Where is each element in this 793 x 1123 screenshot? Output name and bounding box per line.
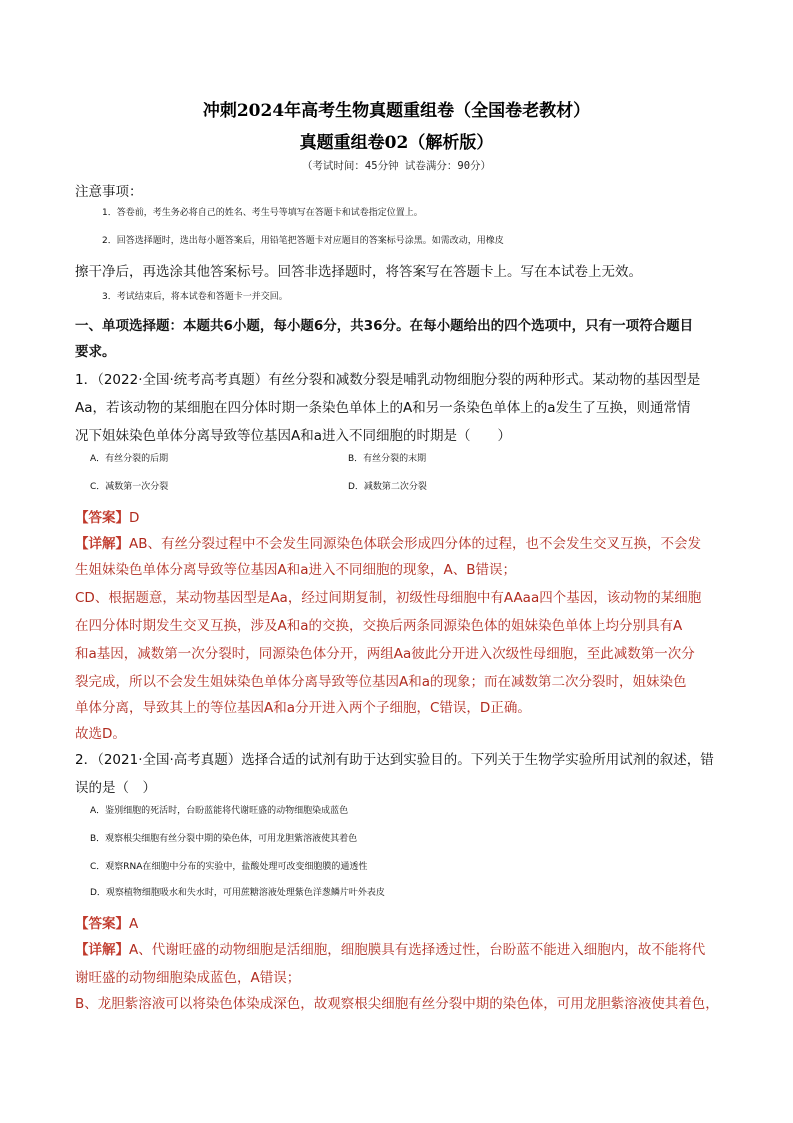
notes-item-3: 3．考试结束后，将本试卷和答题卡一并交回。 — [102, 292, 288, 302]
q1-detail-text-1: AB、有丝分裂过程中不会发生同源染色体联会形成四分体的过程，也不会发生交叉互换，不会发 — [129, 536, 701, 552]
q1-detail-line-6: 裂完成，所以不会发生姐妹染色单体分离导致等位基因A和a的现象；而在减数第二次分裂时，姐妹染色 — [75, 674, 687, 690]
notes-item-2-line-1: 2．回答选择题时，选出每小题答案后，用铅笔把答题卡对应题目的答案标号涂黑。如需改动，用橡皮 — [102, 236, 504, 246]
q1-answer-tag: 【答案】 — [75, 510, 129, 526]
section-heading-line-2: 要求。 — [75, 344, 116, 360]
q1-detail-line-4: 在四分体时期发生交叉互换，涉及A和a的交换，交换后两条同源染色体的姐妹染色单体上均分别具有A — [75, 618, 683, 634]
document-subtitle: 真题重组卷02（解析版） — [299, 133, 494, 153]
q2-detail-text-1: A、代谢旺盛的动物细胞是活细胞，细胞膜具有选择透过性，台盼蓝不能进入细胞内，故不能将代 — [129, 942, 706, 958]
notes-item-2-line-2: 擦干净后，再选涂其他答案标号。回答非选择题时，将答案写在答题卡上。写在本试卷上无效。 — [75, 264, 642, 280]
q1-detail-line-1 — [75, 536, 725, 552]
q1-stem-line-2: Aa，若该动物的某细胞在四分体时期一条染色单体上的A和另一条染色单体上的a发生了互换，则通常情 — [75, 400, 691, 416]
document-title: 冲刺2024年高考生物真题重组卷（全国卷老教材） — [202, 101, 591, 121]
q2-stem-line-2: 误的是（ ） — [75, 780, 156, 796]
q1-answer — [75, 510, 725, 526]
q1-option-c: C．减数第一次分裂 — [90, 482, 169, 492]
q2-detail-tag: 【详解】 — [75, 942, 129, 958]
q2-option-d: D．观察植物细胞吸水和失水时，可用蔗糖溶液处理紫色洋葱鳞片叶外表皮 — [90, 888, 385, 898]
q1-stem-line-1: 1．（2022·全国·统考高考真题）有丝分裂和减数分裂是哺乳动物细胞分裂的两种形式。某动物的基因型是 — [75, 372, 701, 388]
q2-option-c: C．观察RNA在细胞中分布的实验中，盐酸处理可改变细胞膜的通透性 — [90, 862, 368, 872]
notes-heading: 注意事项： — [75, 184, 143, 200]
q2-answer-value: A — [129, 916, 139, 932]
q2-answer — [75, 916, 725, 932]
q2-detail-line-3: B、龙胆紫溶液可以将染色体染成深色，故观察根尖细胞有丝分裂中期的染色体，可用龙胆紫溶液使其着色， — [75, 996, 719, 1012]
q1-stem-line-3: 况下姐妹染色单体分离导致等位基因A和a进入不同细胞的时期是（ ） — [75, 428, 512, 444]
exam-info: （考试时间：45分钟 试卷满分：90分） — [301, 160, 492, 172]
q1-detail-line-2: 生姐妹染色单体分离导致等位基因A和a进入不同细胞的现象，A、B错误； — [75, 562, 517, 578]
q2-stem-line-1: 2．（2021·全国·高考真题）选择合适的试剂有助于达到实验目的。下列关于生物学实验所用试剂的叙述，错 — [75, 752, 714, 768]
q2-answer-tag: 【答案】 — [75, 916, 129, 932]
q2-option-a: A．鉴别细胞的死活时，台盼蓝能将代谢旺盛的动物细胞染成蓝色 — [90, 806, 349, 816]
q1-option-d: D．减数第二次分裂 — [348, 482, 427, 492]
notes-item-1: 1．答卷前，考生务必将自己的姓名、考生号等填写在答题卡和试卷指定位置上。 — [102, 208, 423, 218]
q1-detail-line-7: 单体分离，导致其上的等位基因A和a分开进入两个子细胞，C错误，D正确。 — [75, 700, 531, 716]
q2-detail-line-2: 谢旺盛的动物细胞染成蓝色，A错误； — [75, 970, 301, 986]
q1-option-b: B．有丝分裂的末期 — [348, 454, 427, 464]
q1-detail-line-5: 和a基因，减数第一次分裂时，同源染色体分开，两组Aa彼此分开进入次级性母细胞，至此减数第一次分 — [75, 646, 695, 662]
q1-conclusion: 故选D。 — [75, 726, 126, 742]
q1-detail-line-3: CD、根据题意，某动物基因型是Aa，经过间期复制，初级性母细胞中有AAaa四个基因，该动物的某细胞 — [75, 590, 702, 606]
q2-option-b: B．观察根尖细胞有丝分裂中期的染色体，可用龙胆紫溶液使其着色 — [90, 834, 358, 844]
section-heading-line-1: 一、单项选择题：本题共6小题，每小题6分，共36分。在每小题给出的四个选项中，只有一项符合题目 — [75, 318, 694, 334]
q2-detail-line-1 — [75, 942, 725, 958]
q1-option-a: A．有丝分裂的后期 — [90, 454, 169, 464]
q1-detail-tag: 【详解】 — [75, 536, 129, 552]
q1-answer-value: D — [129, 510, 140, 526]
